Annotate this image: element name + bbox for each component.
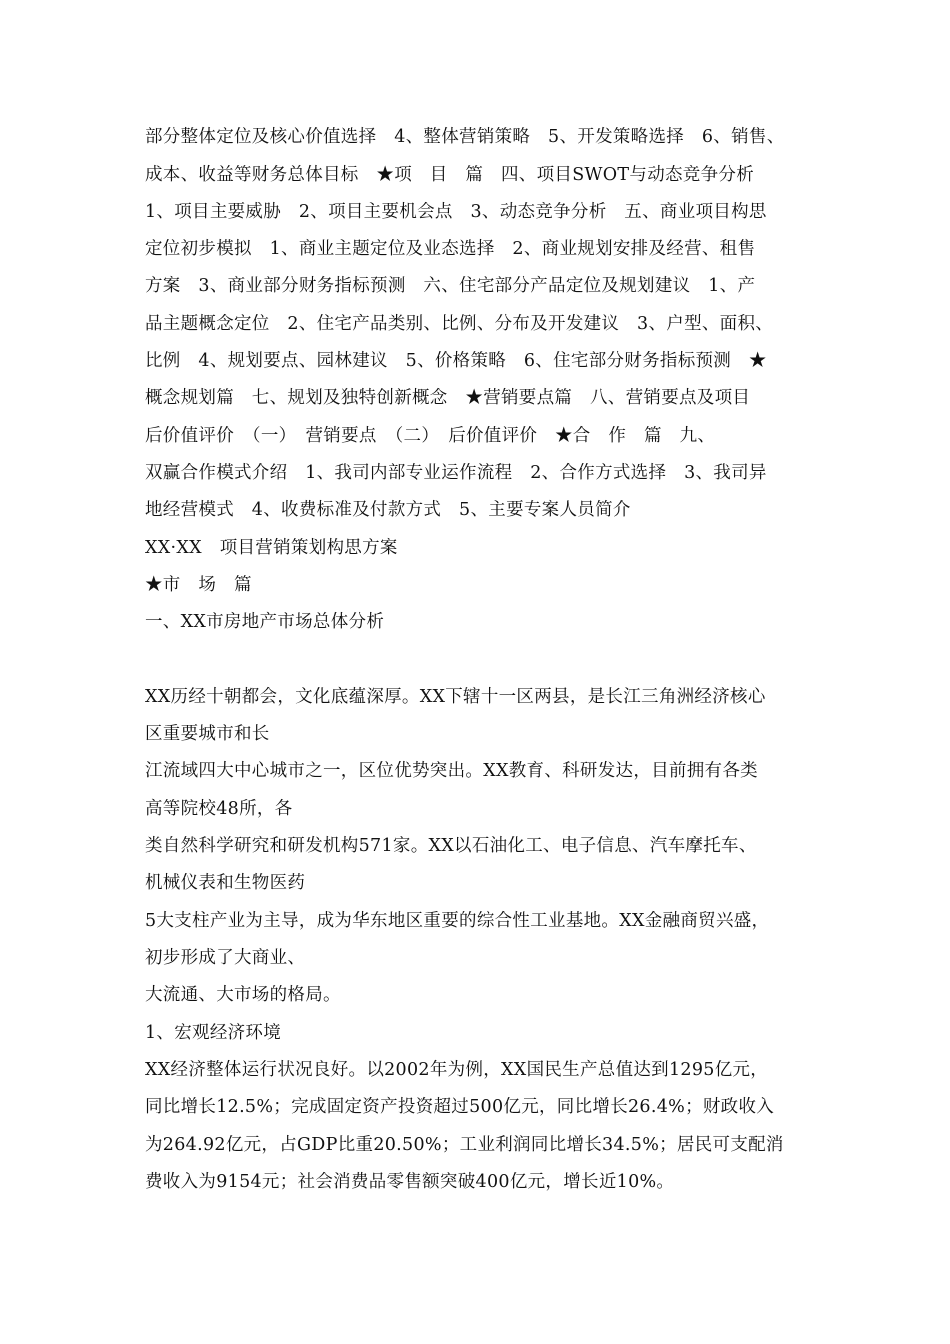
text-line: 费收入为9154元；社会消费品零售额突破400亿元，增长近10%。: [145, 1172, 675, 1192]
text-line: 部分整体定位及核心价值选择 4、整体营销策略 5、开发策略选择 6、销售、: [145, 127, 785, 147]
text-line: 地经营模式 4、收费标准及付款方式 5、主要专案人员简介: [145, 500, 631, 520]
text-line: 1、项目主要威胁 2、项目主要机会点 3、动态竞争分析 五、商业项目构思: [145, 202, 767, 222]
text-line: 类自然科学研究和研发机构571家。XX以石油化工、电子信息、汽车摩托车、: [145, 836, 757, 856]
text-line: 机械仪表和生物医药: [145, 873, 306, 893]
text-line: 江流域四大中心城市之一，区位优势突出。XX教育、科研发达，目前拥有各类: [145, 761, 758, 781]
text-line: 后价值评价 （一） 营销要点 （二） 后价值评价 ★合 作 篇 九、: [145, 426, 716, 446]
text-line: 区重要城市和长: [145, 724, 270, 744]
text-line: 大流通、大市场的格局。: [145, 985, 341, 1005]
text-line: 双赢合作模式介绍 1、我司内部专业运作流程 2、合作方式选择 3、我司异: [145, 463, 767, 483]
text-line: 方案 3、商业部分财务指标预测 六、住宅部分产品定位及规划建议 1、产: [145, 276, 756, 296]
text-line: 初步形成了大商业、: [145, 948, 306, 968]
text-line: 高等院校48所，各: [145, 799, 293, 819]
text-line: 同比增长12.5%；完成固定资产投资超过500亿元，同比增长26.4%；财政收入: [145, 1097, 775, 1117]
document-title: XX·XX 项目营销策划构思方案: [145, 538, 398, 558]
text-line: 定位初步模拟 1、商业主题定位及业态选择 2、商业规划安排及经营、租售: [145, 239, 756, 259]
text-line: XX历经十朝都会，文化底蕴深厚。XX下辖十一区两县，是长江三角洲经济核心: [145, 687, 766, 707]
section-heading: 1、宏观经济环境: [145, 1023, 282, 1043]
text-line: 5大支柱产业为主导，成为华东地区重要的综合性工业基地。XX金融商贸兴盛，: [145, 911, 770, 931]
text-line: 为264.92亿元，占GDP比重20.50%；工业利润同比增长34.5%；居民可支配消: [145, 1135, 784, 1155]
section-heading: ★市 场 篇: [145, 575, 252, 595]
text-line: XX经济整体运行状况良好。以2002年为例，XX国民生产总值达到1295亿元，: [145, 1060, 769, 1080]
text-line: 概念规划篇 七、规划及独特创新概念 ★营销要点篇 八、营销要点及项目: [145, 388, 751, 408]
text-line: 比例 4、规划要点、园林建议 5、价格策略 6、住宅部分财务指标预测 ★: [145, 351, 767, 371]
text-line: 品主题概念定位 2、住宅产品类别、比例、分布及开发建议 3、户型、面积、: [145, 314, 774, 334]
section-heading: 一、XX市房地产市场总体分析: [145, 612, 385, 632]
text-line: 成本、收益等财务总体目标 ★项 目 篇 四、项目SWOT与动态竞争分析: [145, 165, 754, 185]
